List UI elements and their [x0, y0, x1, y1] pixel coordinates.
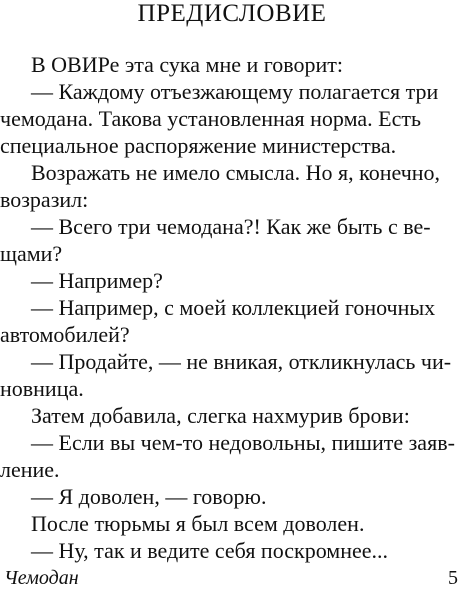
text-line: В ОВИРе эта сука мне и говорит:	[31, 52, 343, 77]
page-number: 5	[448, 567, 458, 589]
text-line: — Я доволен, — говорю.	[31, 484, 267, 509]
text-line: возразил:	[0, 187, 89, 212]
chapter-heading: ПРЕДИСЛОВИЕ	[137, 0, 327, 27]
text-line: — Если вы чем-то недовольны, пишите заяв-	[31, 430, 455, 455]
text-line: Возражать не имело смысла. Но я, конечно,	[31, 160, 441, 185]
text-line: специальное распоряжение министерства.	[0, 133, 397, 158]
text-line: — Например, с моей коллекцией гоночных	[31, 295, 436, 320]
text-line: Затем добавила, слегка нахмурив брови:	[31, 403, 410, 428]
text-line: автомобилей?	[0, 322, 130, 347]
text-line: чемодана. Такова установленная норма. Есть	[0, 106, 421, 131]
text-line: щами?	[0, 241, 63, 266]
text-line: новница.	[0, 376, 84, 401]
text-line: — Например?	[31, 268, 163, 293]
running-footer-title: Чемодан	[4, 567, 79, 589]
text-line: — Всего три чемодана?! Как же быть с ве-	[31, 214, 431, 239]
text-line: После тюрьмы я был всем доволен.	[31, 511, 365, 536]
text-line: — Каждому отъезжающему полагается три	[31, 79, 439, 104]
text-line: — Ну, так и ведите себя поскромнее...	[31, 538, 389, 563]
text-line: ление.	[0, 457, 60, 482]
text-line: — Продайте, — не вникая, откликнулась чи-	[31, 349, 452, 374]
